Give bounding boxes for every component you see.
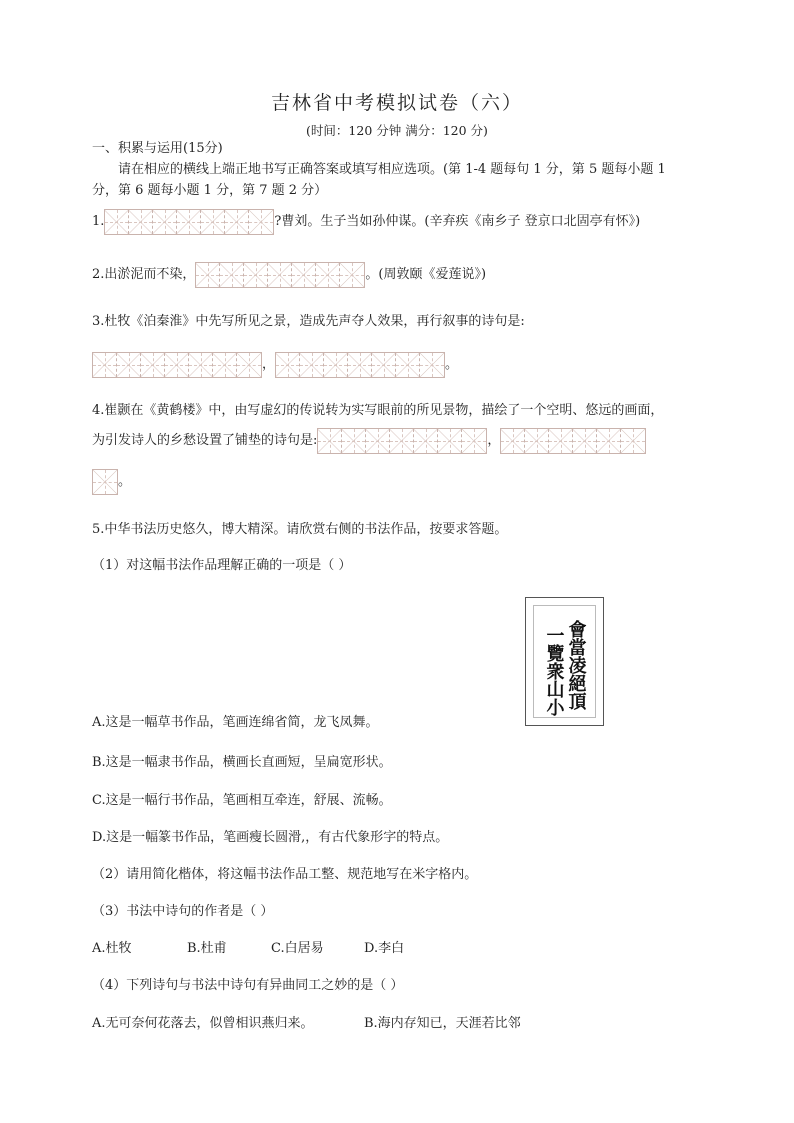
calligraphy-column-2: 一覽衆山小 — [543, 626, 565, 716]
question-4-line-1: 4.崔颢在《黄鹤楼》中，由写虚幻的传说转为实写眼前的所见景物，描绘了一个空明、悠远的画面， — [92, 403, 664, 418]
option-b: B.这是一幅隶书作品，横画长直画短，呈扁宽形状。 — [92, 755, 392, 770]
question-3-comma: ， — [262, 357, 276, 372]
answer-grid-q2[interactable] — [195, 262, 365, 288]
answer-grid-q4-b[interactable] — [500, 428, 646, 454]
page-title: 吉林省中考模拟试卷（六） — [270, 92, 523, 114]
sub-3-option-a: A.杜牧 — [92, 941, 132, 956]
calligraphy-column-1: 會當凌絕頂 — [565, 620, 587, 710]
option-c: C.这是一幅行书作品，笔画相互牵连，舒展、流畅。 — [92, 793, 392, 808]
question-2-prefix: 2.出淤泥而不染， — [92, 267, 196, 282]
answer-grid-q4-a[interactable] — [317, 428, 487, 454]
sub-3-option-b: B.杜甫 — [187, 941, 227, 956]
answer-grid-q3-b[interactable] — [275, 352, 445, 378]
question-5-sub-2: （2）请用简化楷体，将这幅书法作品工整、规范地写在米字格内。 — [92, 867, 478, 882]
answer-grid-q4-c[interactable] — [92, 469, 118, 495]
option-a: A.这是一幅草书作品，笔画连绵省简，龙飞凤舞。 — [92, 715, 379, 730]
question-4-period: 。 — [118, 474, 132, 489]
sub-4-option-a: A.无可奈何花落去，似曾相识燕归来。 — [92, 1016, 314, 1031]
question-4-line-2 — [92, 428, 646, 454]
question-5-sub-4: （4）下列诗句与书法中诗句有异曲同工之妙的是（ ） — [92, 978, 404, 993]
sub-4-option-b: B.海内存知已，天涯若比邻 — [364, 1016, 521, 1031]
answer-grid-q1[interactable] — [104, 209, 274, 235]
question-1 — [92, 209, 640, 235]
question-2 — [92, 262, 486, 288]
calligraphy-artwork — [525, 597, 604, 726]
option-d: D.这是一幅篆书作品，笔画瘦长圆滑,，有古代象形字的特点。 — [92, 830, 449, 845]
sub-3-option-d: D.李白 — [364, 941, 405, 956]
question-3-text: 3.杜牧《泊秦淮》中先写所见之景，造成先声夺人效果，再行叙事的诗句是: — [92, 314, 525, 329]
section-heading: 一、积累与运用(15分) — [92, 141, 223, 156]
question-5-sub-3: （3）书法中诗句的作者是（ ） — [92, 904, 274, 919]
answer-grid-q3-a[interactable] — [92, 352, 262, 378]
question-3-period: 。 — [445, 357, 459, 372]
question-5-text: 5.中华书法历史悠久，博大精深。请欣赏右侧的书法作品，按要求答题。 — [92, 522, 508, 537]
instruction-line-1: 请在相应的横线上端正地书写正确答案或填写相应选项。(第 1-4 题每句 1 分，第 5 题每小题 1 — [118, 162, 666, 177]
instruction-line-2: 分，第 6 题每小题 1 分，第 7 题 2 分） — [92, 183, 328, 198]
question-1-text: ?曹刘。生子当如孙仲谋。(辛弃疾《南乡子 登京口北固亭有怀》) — [274, 214, 641, 229]
sub-3-option-c: C.白居易 — [271, 941, 324, 956]
question-3-answers — [92, 352, 458, 378]
question-4-comma: ， — [487, 433, 501, 448]
question-1-number: 1. — [92, 214, 105, 229]
question-4-line-3 — [92, 469, 131, 495]
question-5-sub-1: （1）对这幅书法作品理解正确的一项是（ ） — [92, 558, 352, 573]
question-2-suffix: 。(周敦颐《爱莲说》) — [365, 267, 487, 282]
exam-info: (时间：120 分钟 满分：120 分) — [306, 123, 488, 138]
question-4-prompt: 为引发诗人的乡愁设置了铺垫的诗句是: — [92, 433, 318, 448]
